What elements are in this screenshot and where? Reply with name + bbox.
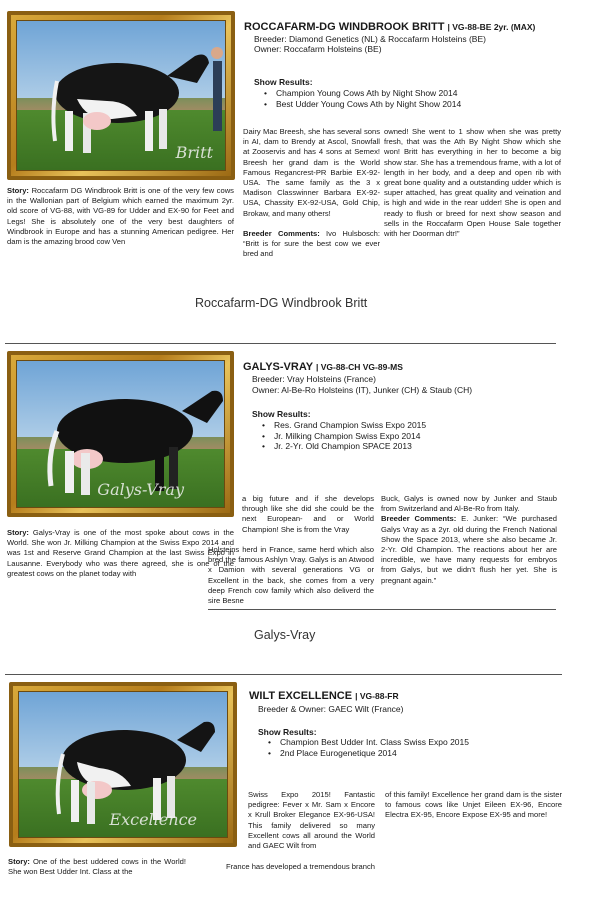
section-divider xyxy=(5,343,556,344)
galys-breeder: Breeder: Vray Holsteins (France) xyxy=(252,374,376,384)
wilt-story-text: One of the best uddered cows in the World! She won Best Udder Int. Class at the xyxy=(8,857,186,877)
britt-reg: VG-88-BE 2yr. (MAX) xyxy=(452,22,536,32)
galys-col3 xyxy=(381,494,557,586)
wilt-show-heading: Show Results: xyxy=(258,727,317,737)
galys-col3a: Buck, Galys is owned now by Junker and Staub from Switzerland and Al-Be-Ro from Italy. xyxy=(381,494,557,514)
wilt-photo-frame xyxy=(9,682,237,847)
britt-owner: Owner: Roccafarm Holsteins (BE) xyxy=(254,44,382,54)
wilt-story xyxy=(8,857,186,877)
wilt-col2a: Swiss Expo 2015! Fantastic pedigree: Fever x Mr. Sam x Encore x Krull Broker Elegance EX-96-USA! This family delivered so many Excellent cows all around the World and GAEC Wilt from xyxy=(248,790,375,851)
galys-owner: Owner: Al-Be-Ro Holsteins (IT), Junker (CH) & Staub (CH) xyxy=(252,385,473,395)
britt-breeder: Breeder: Diamond Genetics (NL) & Roccafarm Holsteins (BE) xyxy=(254,34,486,44)
wilt-photo-signature: Excellence xyxy=(109,810,197,829)
wilt-name: WILT EXCELLENCE xyxy=(249,690,353,702)
galys-col2a: a big future and if she develops through like she did she could be the next European- and or World Champion! She is from the Vray xyxy=(242,494,374,534)
galys-result-item: • Jr. Milking Champion Swiss Expo 2014 xyxy=(260,431,426,442)
britt-comments-start: Ivo Hulsbosch: “Britt is for sure the best cow we ever bred and xyxy=(243,229,380,259)
britt-photo xyxy=(16,20,226,171)
galys-col3b: E. Junker: “We purchased Galys Vray as a 2yr. old during the French National Show the Space 2013, where she also became Jr. 2-Yr. Old Champion. The reactions about her are incredible, we have many requests for embryos from Galys, but we didn’t flush her yet. She is pregnant again.” xyxy=(381,514,557,585)
wilt-col3: of this family! Excellence her grand dam is the sister to famous cows like Unjet Eileen EX-96, Encore Electra EX-95, Encore Expose EX-95 and more! xyxy=(385,790,562,820)
galys-results xyxy=(260,420,426,452)
galys-story-text: Galys-Vray is one of the most spoke about cows in the World. She won Jr. Milking Champion at the Swiss Expo 2014 and was 1st and Reserve Grand Champion at the last Swiss Expo in Lausanne. Everybody who was there agreed, she is one of the greatest cows on the planet today with xyxy=(7,528,234,578)
wilt-col2b: France has developed a tremendous branch xyxy=(225,862,375,871)
britt-col3: owned! She went to 1 show when she was pretty fresh, that was the Ath By Night Show which she won! Britt has everything in her to become a big show star. She has a tremendous frame, with a lot of length in her body, and a deep and open rib with great bone quality and a outstanding udder which is super attached, has great quality and veination and is high and wide in the rear udder! She is open and ready to flush or breed for next show season and sells in the Roccafarm Open House Sale together with her Doorman dtr!” xyxy=(384,127,561,239)
britt-photo-signature: Britt xyxy=(175,143,213,162)
britt-result-item: • Best Udder Young Cows Ath by Night Show 2014 xyxy=(262,99,461,110)
britt-story-label: Story: xyxy=(7,186,29,195)
britt-comments-label: Breeder Comments: xyxy=(243,229,320,239)
galys-photo-signature: Galys-Vray xyxy=(97,480,184,499)
britt-photo-frame xyxy=(7,11,235,180)
wilt-story-label: Story: xyxy=(8,857,30,866)
britt-caption: Roccafarm-DG Windbrook Britt xyxy=(195,296,368,310)
galys-col2b: Holsteins herd in France, same herd which also bred the famous Ashlyn Vray. Galys is an Atwood x Damion with several generations VG or Excellent in the back, she comes from a very deep French cow family which also deliverd the sire Besne xyxy=(208,545,374,606)
wilt-reg: VG-88-FR xyxy=(359,691,399,701)
section-divider xyxy=(208,609,556,610)
britt-story-text: Roccafarm DG Windbrook Britt is one of the very few cows in the Wallonian part of Belgium which earned the maximum 2yr. old score of VG-88, with VG-89 for Udder and EX-90 for Feet and Legs! She is absolutely one of the very best daughters of Windbrook in Europe and has a stunning American pedigree. Her dam is the amazing brood cow Ven xyxy=(7,186,234,247)
galys-title: GALYS-VRAY | VG-88-CH VG-89-MS xyxy=(243,361,403,373)
britt-title: ROCCAFARM-DG WINDBROOK BRITT | VG-88-BE 2yr. (MAX) xyxy=(244,21,536,33)
wilt-result-item: • Champion Best Udder Int. Class Swiss Expo 2015 xyxy=(266,737,469,748)
wilt-photo xyxy=(18,691,228,838)
galys-comments-label: Breeder Comments: xyxy=(381,514,457,524)
britt-col2 xyxy=(243,127,380,260)
galys-story-label: Story: xyxy=(7,528,29,537)
britt-result-item: • Champion Young Cows Ath by Night Show 2014 xyxy=(262,88,461,99)
section-divider xyxy=(5,674,562,675)
galys-name: GALYS-VRAY xyxy=(243,361,313,373)
galys-photo-frame xyxy=(7,351,234,517)
britt-name: ROCCAFARM-DG WINDBROOK BRITT xyxy=(244,21,445,33)
galys-story xyxy=(7,528,234,579)
galys-reg: VG-88-CH VG-89-MS xyxy=(320,362,403,372)
wilt-result-item: • 2nd Place Eurogenetique 2014 xyxy=(266,748,469,759)
britt-story xyxy=(7,186,234,247)
galys-photo xyxy=(16,360,225,508)
britt-results xyxy=(262,88,461,109)
wilt-title: WILT EXCELLENCE | VG-88-FR xyxy=(249,690,399,702)
galys-caption: Galys-Vray xyxy=(254,628,316,642)
galys-result-item: • Jr. 2-Yr. Old Champion SPACE 2013 xyxy=(260,441,426,452)
britt-show-heading: Show Results: xyxy=(254,77,313,87)
galys-show-heading: Show Results: xyxy=(252,409,311,419)
wilt-breeder: Breeder & Owner: GAEC Wilt (France) xyxy=(258,704,404,714)
galys-result-item: • Res. Grand Champion Swiss Expo 2015 xyxy=(260,420,426,431)
wilt-results xyxy=(266,737,469,758)
britt-col2-text: Dairy Mac Breesh, she has several sons in AI, dam to Brendy at Ascol, Snowfall at Zooservis and has 4 sons at Semex! Breesh her grand dam is the World Famous Regancrest-PR Barbie EX-92-USA. The same family as the 3 x Madison Classwinner Barbara EX-92-USA, Chassity EX-92-USA, Gold Chip, Brokaw, and many others! xyxy=(243,127,380,218)
